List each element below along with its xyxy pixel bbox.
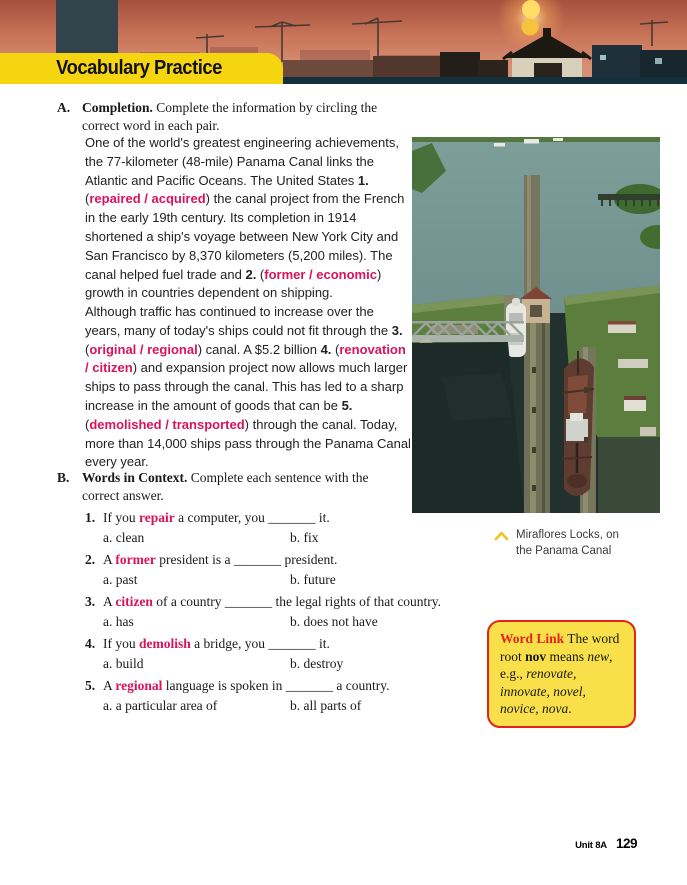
- option-b[interactable]: b. all parts of: [290, 698, 362, 713]
- option-b[interactable]: b. does not have: [290, 614, 378, 629]
- question-item: [85, 676, 465, 716]
- question-item: [85, 550, 465, 590]
- word-link-box: [487, 620, 636, 728]
- banner: [0, 0, 687, 84]
- option-a[interactable]: a. past: [103, 572, 138, 587]
- question-number: 4.: [85, 636, 96, 651]
- caption-line-1: Miraflores Locks, on: [516, 529, 619, 541]
- section-b-instructions: Words in Context. Complete each sentence with the correct answer.: [82, 470, 369, 503]
- question-item: [85, 508, 465, 548]
- page-footer: [575, 836, 637, 851]
- exercise-b-items: [85, 508, 465, 718]
- section-a-header: [57, 99, 387, 134]
- option-a[interactable]: a. clean: [103, 530, 145, 545]
- section-a-heading: Completion.: [82, 100, 153, 115]
- question-text: A regional language is spoken in _______ a country.: [103, 678, 390, 693]
- passage-paragraph-2: Although traffic has continued to increase over the years, many of today's ships could not fit through the 3. (original / regional) canal. A $5.2 billion 4. (renovation / citizen) and expansion project now allows much larger ships to pass through the canal. This has led to a sharp increase in the amount of goods that can be 5. (demolished / transported) through the canal. Today, more than 14,000 ships pass through the Panama Canal every year.: [85, 304, 411, 470]
- tower-silhouette: [56, 0, 118, 56]
- question-number: 1.: [85, 510, 96, 525]
- section-b-header: [57, 469, 392, 504]
- cargo-ship: [562, 351, 594, 496]
- canal-photo: [412, 137, 660, 513]
- page-title: Vocabulary Practice: [56, 57, 222, 79]
- title-band: [0, 53, 283, 84]
- question-number: 2.: [85, 552, 96, 567]
- page-number: 129: [615, 836, 637, 851]
- section-a-letter: A.: [57, 100, 71, 115]
- question-item: [85, 634, 465, 674]
- question-text: A former president is a _______ president.: [103, 552, 338, 567]
- question-text: If you demolish a bridge, you _______ it.: [103, 636, 330, 651]
- caption-chevron-icon: [494, 531, 509, 541]
- option-b[interactable]: b. future: [290, 572, 336, 587]
- option-a[interactable]: a. a particular area of: [103, 698, 218, 713]
- section-b-heading: Words in Context.: [82, 470, 188, 485]
- unit-label: Unit 8A: [575, 840, 607, 851]
- option-b[interactable]: b. destroy: [290, 656, 344, 671]
- photo-caption: [492, 528, 662, 559]
- answer-options: [85, 570, 465, 590]
- option-a[interactable]: a. build: [103, 656, 144, 671]
- caption-line-2: the Panama Canal: [516, 544, 612, 557]
- question-item: [85, 592, 465, 632]
- lower-lock-water: [412, 342, 524, 513]
- answer-options: [85, 528, 465, 548]
- center-pier-upper: [524, 175, 540, 305]
- question-text: If you repair a computer, you _______ it.: [103, 510, 330, 525]
- section-a-instructions: Completion. Complete the information by circling the correct word in each pair.: [82, 100, 378, 133]
- word-link-text: Word Link The word root nov means new, e.g., renovate, innovate, novel, novice, nova.: [500, 631, 620, 716]
- option-b[interactable]: b. fix: [290, 530, 319, 545]
- question-number: 5.: [85, 678, 96, 693]
- question-number: 3.: [85, 594, 96, 609]
- answer-options: [85, 654, 465, 674]
- section-b-letter: B.: [57, 470, 70, 485]
- answer-options: [85, 696, 465, 716]
- option-a[interactable]: a. has: [103, 614, 134, 629]
- passage-paragraph-1: One of the world's greatest engineering achievements, the 77-kilometer (48-mile) Panama Canal links the Atlantic and Pacific Oceans. The United States 1. (repaired / acquired) the canal project from the French in the early 19th century. Its completion in 1914 shortened a ship's voyage between New York City and San Francisco by 8,370 kilometers (5,200 miles). The canal helped fuel trade and 2. (former / economic) growth in countries dependent on shipping.: [85, 135, 405, 301]
- answer-options: [85, 612, 465, 632]
- question-text: A citizen of a country _______ the legal rights of that country.: [103, 594, 442, 609]
